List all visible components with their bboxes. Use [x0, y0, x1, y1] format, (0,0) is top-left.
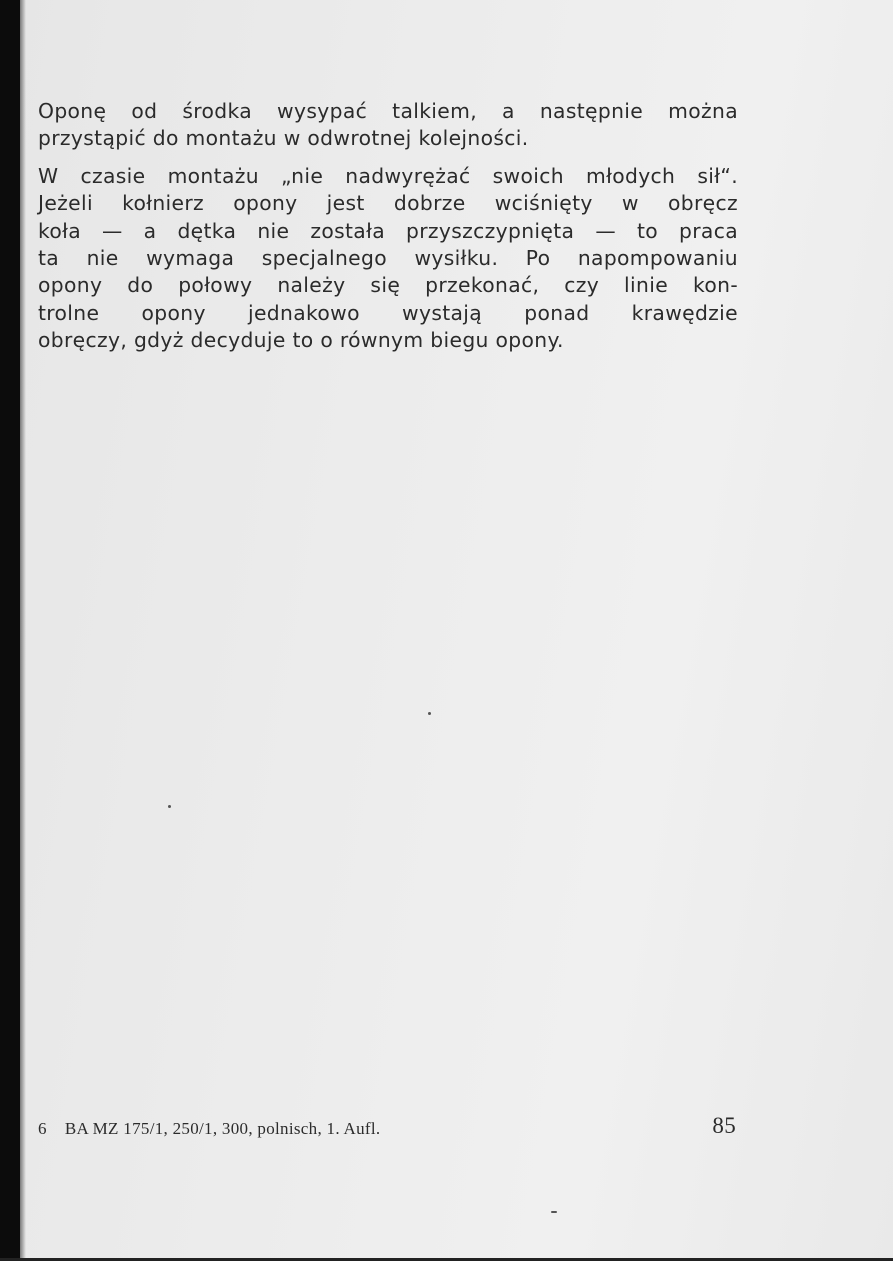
scan-speck	[428, 712, 431, 715]
text-line: Oponę od środka wysypać talkiem, a następnie można	[38, 99, 738, 123]
text-line: W czasie montażu „nie nadwyrężać swoich młodych sił“.	[38, 163, 738, 188]
body-text	[38, 98, 738, 355]
scan-speck	[551, 1211, 557, 1213]
page-footer	[38, 1113, 738, 1143]
text-line: przystąpić do montażu w odwrotnej kolejności.	[38, 126, 529, 151]
book-spine-shadow	[0, 0, 20, 1261]
signature-number: 6	[38, 1119, 47, 1138]
text-line: koła — a dętka nie została przyszczypnięta — to praca	[38, 218, 738, 243]
spine-edge-gradient	[20, 0, 26, 1261]
paragraph-2	[38, 163, 738, 355]
scan-speck	[168, 805, 171, 808]
paragraph-1	[38, 98, 738, 153]
page-number: 85	[712, 1113, 736, 1138]
text-line: ta nie wymaga specjalnego wysiłku. Po napompowaniu	[38, 246, 738, 271]
text-line: opony do połowy należy się przekonać, czy linie kon-	[38, 273, 738, 298]
text-line: obręczy, gdyż decyduje to o równym biegu opony.	[38, 328, 564, 353]
printer-imprint	[38, 1119, 380, 1139]
text-line: trolne opony jednakowo wystają ponad krawędzie	[38, 300, 738, 325]
print-note: BA MZ 175/1, 250/1, 300, polnisch, 1. Aufl.	[64, 1119, 381, 1138]
text-line: Jeżeli kołnierz opony jest dobrze wciśnięty w obręcz	[38, 191, 738, 216]
